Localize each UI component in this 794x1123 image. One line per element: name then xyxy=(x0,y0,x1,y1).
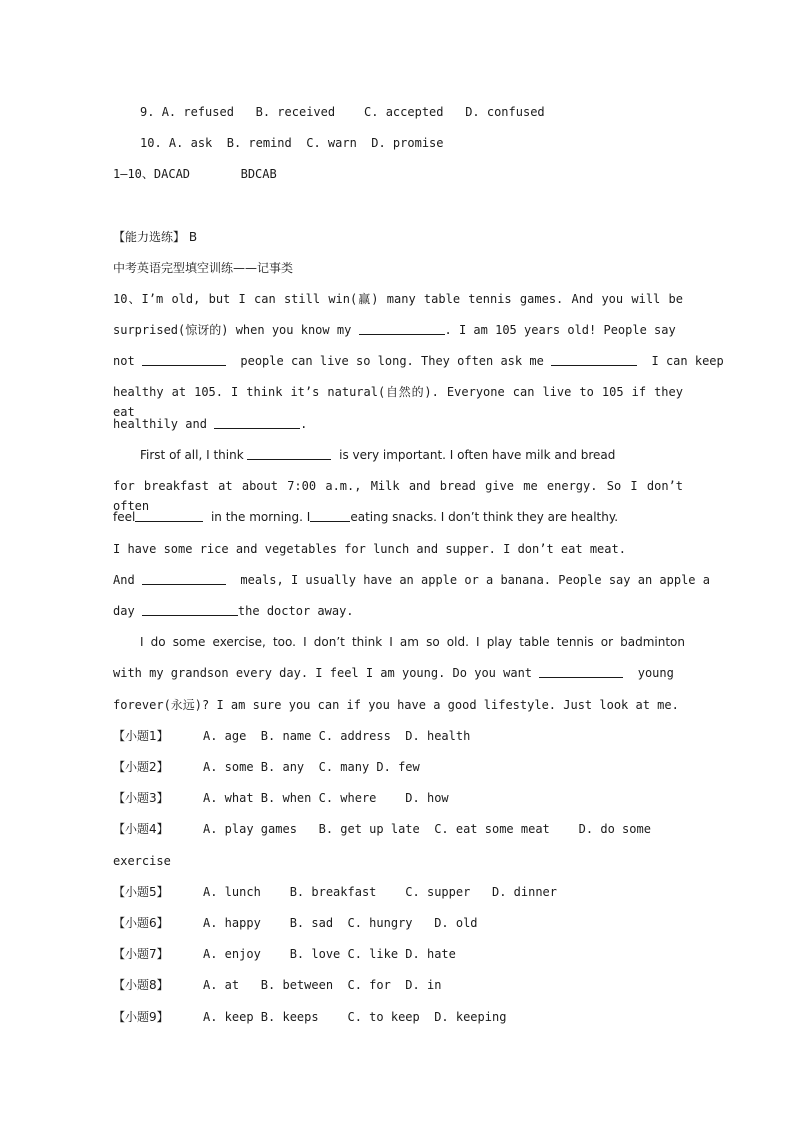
blank-3[interactable] xyxy=(551,353,637,366)
blank-6[interactable] xyxy=(135,509,203,522)
question-label: 【小题5】 xyxy=(113,885,169,899)
answer-key-first: 1—10、DACAD xyxy=(113,167,191,181)
question-5 xyxy=(113,882,683,902)
option-number: 9. xyxy=(140,105,155,119)
question-options: A. happy B. sad C. hungry D. old xyxy=(203,916,478,930)
option-a: A. ask xyxy=(168,136,213,150)
passage-line: healthily and . xyxy=(113,417,308,431)
question-2 xyxy=(113,757,683,777)
question-label: 【小题7】 xyxy=(113,947,169,961)
question-options: A. enjoy B. love C. like D. hate xyxy=(203,947,456,961)
section-heading: 【能力选练】 B xyxy=(113,230,198,244)
question-options: A. some B. any C. many D. few xyxy=(203,760,420,774)
question-options: A. what B. when C. where D. how xyxy=(203,791,449,805)
question-label: 【小题2】 xyxy=(113,760,169,774)
passage-line: feel in the morning. I eating snacks. I don’t think they are healthy. xyxy=(113,510,619,524)
passage-line: healthy at 105. I think it’s natural(自然的). Everyone can live to 105 if they eat xyxy=(113,385,683,419)
passage-line: surprised(惊讶的) when you know my . I am 105 years old! People say xyxy=(113,323,676,337)
option-row-10 xyxy=(140,133,685,153)
question-options: A. at B. between C. for D. in xyxy=(203,978,442,992)
answer-key xyxy=(113,164,683,184)
option-c: C. warn xyxy=(306,136,357,150)
option-c: C. accepted xyxy=(364,105,444,119)
blank-5[interactable] xyxy=(247,447,331,460)
option-row-9 xyxy=(140,102,685,122)
passage-line: I have some rice and vegetables for lunch and supper. I don’t eat meat. xyxy=(113,542,626,556)
blank-1[interactable] xyxy=(359,322,445,335)
blank-2[interactable] xyxy=(142,353,226,366)
question-options: A. age B. name C. address D. health xyxy=(203,729,471,743)
passage-line: forever(永远)? I am sure you can if you have a good lifestyle. Just look at me. xyxy=(113,698,679,712)
passage-line: for breakfast at about 7:00 a.m., Milk and bread give me energy. So I don’t often xyxy=(113,479,683,513)
question-4 xyxy=(113,819,683,839)
question-label: 【小题3】 xyxy=(113,791,169,805)
question-9 xyxy=(113,1007,683,1027)
option-d: D. promise xyxy=(371,136,444,150)
question-options: A. play games B. get up late C. eat some meat D. do some xyxy=(203,822,651,836)
question-label: 【小题1】 xyxy=(113,729,169,743)
question-label: 【小题6】 xyxy=(113,916,169,930)
question-3 xyxy=(113,788,683,808)
passage-line: not people can live so long. They often ask me I can keep xyxy=(113,354,724,368)
option-a: A. refused xyxy=(161,105,234,119)
question-options: A. lunch B. breakfast C. supper D. dinner xyxy=(203,885,558,899)
passage-line: day the doctor away. xyxy=(113,604,354,618)
question-7 xyxy=(113,944,683,964)
question-options: A. keep B. keeps C. to keep D. keeping xyxy=(203,1010,507,1024)
blank-8[interactable] xyxy=(142,572,226,585)
option-number: 10. xyxy=(140,136,162,150)
passage-line: And meals, I usually have an apple or a banana. People say an apple a xyxy=(113,573,710,587)
passage-line: First of all, I think is very important. I often have milk and bread xyxy=(140,448,616,462)
option-b: B. received xyxy=(255,105,336,119)
passage-line: 10、I’m old, but I can still win(赢) many table tennis games. And you will be xyxy=(113,292,683,306)
question-label: 【小题9】 xyxy=(113,1010,169,1024)
question-label: 【小题4】 xyxy=(113,822,169,836)
option-d: D. confused xyxy=(465,105,545,119)
blank-7[interactable] xyxy=(310,509,350,522)
question-6 xyxy=(113,913,683,933)
question-1 xyxy=(113,726,683,746)
passage-line: with my grandson every day. I feel I am young. Do you want young xyxy=(113,666,674,680)
option-b: B. remind xyxy=(226,136,292,150)
question-4-continued: exercise xyxy=(113,854,171,868)
blank-4[interactable] xyxy=(214,416,300,429)
question-label: 【小题8】 xyxy=(113,978,169,992)
blank-10[interactable] xyxy=(539,665,623,678)
passage-line: I do some exercise, too. I don’t think I am so old. I play table tennis or badminton xyxy=(140,635,685,649)
blank-9[interactable] xyxy=(142,603,238,616)
question-8 xyxy=(113,975,683,995)
passage-title: 中考英语完型填空训练——记事类 xyxy=(113,261,294,275)
answer-key-second: BDCAB xyxy=(240,167,277,181)
